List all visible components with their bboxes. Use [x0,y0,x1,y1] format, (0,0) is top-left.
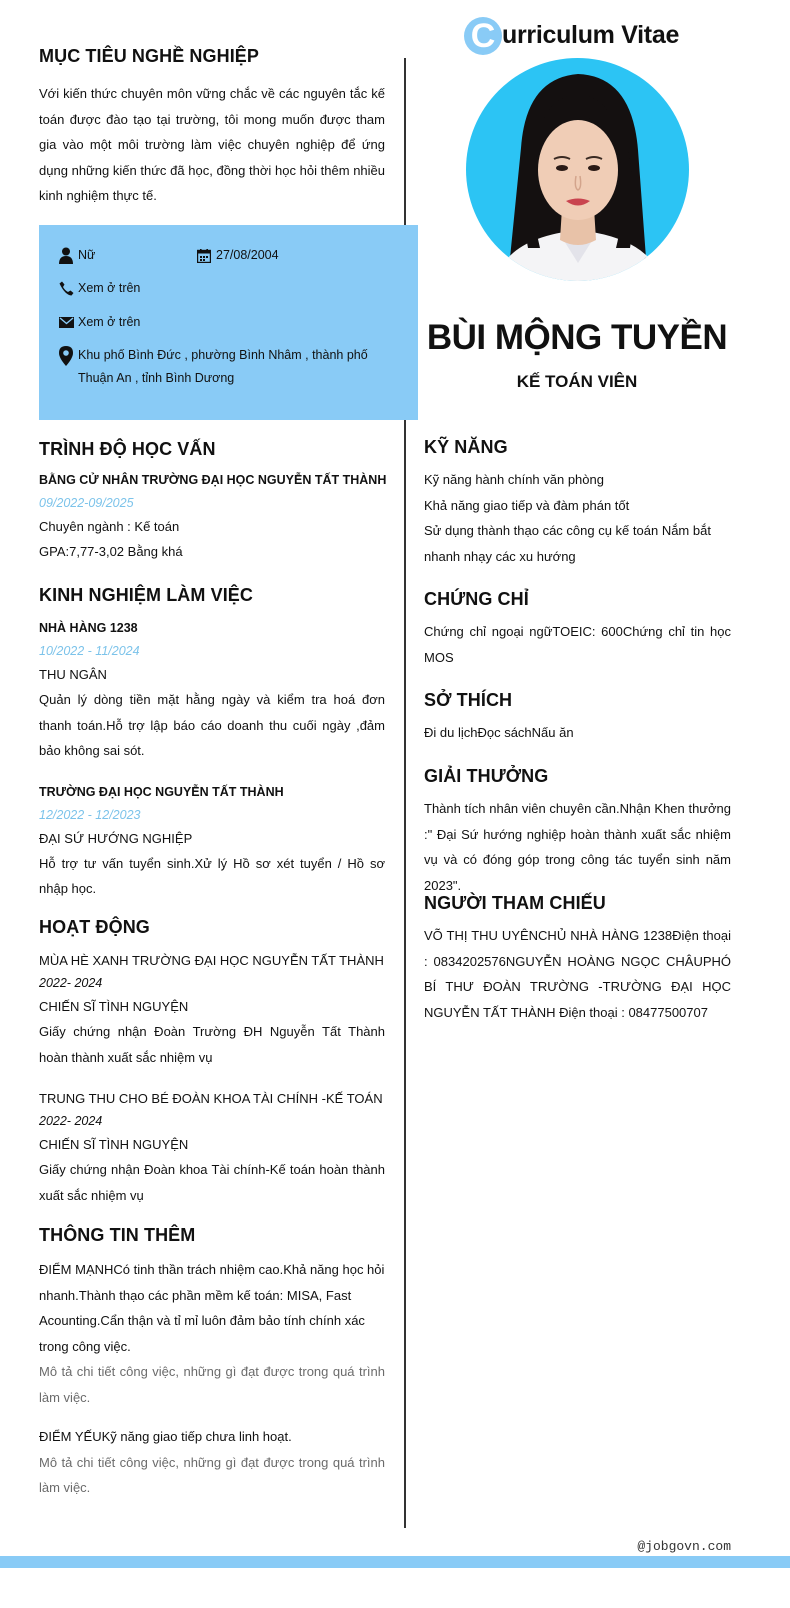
more-info-section [39,1225,385,1501]
skill-item: nhanh nhạy các xu hướng [424,548,576,564]
address-line-1: Khu phố Bình Đức , phường Bình Nhâm , thành phố [78,348,368,362]
strengths-text: ĐIỂM MẠNHCó tinh thần trách nhiệm cao.Khả năng học hỏi nhanh.Thành thạo các phần mềm kế toán: MISA, Fast Acounting.Cẩn thận và tỉ mỉ luôn đảm bảo tính chính xác trong công việc. [39,1262,385,1354]
education-gpa: GPA:7,77-3,02 Bằng khá [39,544,183,559]
more-info-heading: THÔNG TIN THÊM [39,1225,196,1245]
gender-value: Nữ [78,248,96,262]
experience-position: ĐẠI SỨ HƯỚNG NGHIỆP [39,830,193,846]
activity-date: 2022- 2024 [39,1114,103,1128]
logo-circle [464,17,502,55]
activity-role: CHIẾN SĨ TÌNH NGUYỆN [39,1137,189,1152]
email-value: Xem ở trên [78,315,141,329]
skills-section [424,437,731,569]
activity-name: MÙA HÈ XANH TRƯỜNG ĐẠI HỌC NGUYỄN TẤT THÀNH [39,953,384,968]
activities-heading: HOẠT ĐỘNG [39,917,150,937]
objective-text: Với kiến thức chuyên môn vững chắc về các nguyên tắc kế toán được đào tạo tại trường, tôi mong muốn được tham gia vào một môi trường làm việc chuyên nghiệp để ứng dụng những kiến thức đã học, đồng thời học hỏi thêm nhiều kinh nghiệm thực tế. [39,86,385,203]
candidate-name: BÙI MỘNG TUYỀN [426,318,728,357]
portrait-illustration [466,58,689,281]
activity-description: Giấy chứng nhận Đoàn Trường ĐH Nguyễn Tất Thành hoàn thành xuất sắc nhiệm vụ [39,1024,385,1065]
mail-icon [59,317,74,328]
skill-item: Khả năng giao tiếp và đàm phán tốt [424,497,630,513]
phone-value: Xem ở trên [78,281,141,295]
footer-bar [0,1556,790,1568]
experience-date: 12/2022 - 12/2023 [39,807,141,822]
dob-value: 27/08/2004 [216,248,279,262]
certificates-text: Chứng chỉ ngoại ngữTOEIC: 600Chứng chỉ tin học MOS [424,624,731,665]
profile-photo [466,58,689,281]
weaknesses-text: ĐIỂM YẾUKỹ năng giao tiếp chưa linh hoạt. [39,1429,292,1444]
awards-heading: GIẢI THƯỞNG [424,766,549,786]
contact-info-box [39,225,418,420]
references-heading: NGƯỜI THAM CHIẾU [424,893,606,913]
strengths-note: Mô tả chi tiết công việc, những gì đạt được trong quá trình làm việc. [39,1364,385,1405]
experience-description: Hỗ trợ tư vấn tuyển sinh.Xử lý Hồ sơ xét tuyển / Hồ sơ nhập học. [39,855,385,896]
objective-section [39,46,385,209]
education-date: 09/2022-09/2025 [39,496,134,510]
hobbies-heading: SỞ THÍCH [424,690,513,710]
cv-logo [464,17,704,57]
objective-heading: MỤC TIÊU NGHỀ NGHIỆP [39,46,260,66]
experience-heading: KINH NGHIỆM LÀM VIỆC [39,585,254,605]
certificates-heading: CHỨNG CHỈ [424,589,529,609]
logo-text: urriculum Vitae [502,21,680,49]
activity-date: 2022- 2024 [39,976,103,990]
references-section [424,893,731,1025]
skill-item: Kỹ năng hành chính văn phòng [424,472,604,487]
education-major: Chuyên ngành : Kế toán [39,519,180,534]
job-title: KẾ TOÁN VIÊN [516,372,638,391]
education-school: BẰNG CỬ NHÂN TRƯỜNG ĐẠI HỌC NGUYỄN TẤT THÀNH [39,473,387,487]
calendar-icon [197,249,211,263]
skills-heading: KỸ NĂNG [424,437,508,457]
experience-company: NHÀ HÀNG 1238 [39,621,138,635]
weaknesses-note: Mô tả chi tiết công việc, những gì đạt được trong quá trình làm việc. [39,1454,385,1495]
logo-letter: C [470,17,496,55]
phone-icon [59,281,74,296]
education-section [39,439,385,563]
skill-item: Sử dụng thành thạo các công cụ kế toán Nắm bắt [424,523,711,538]
certificates-section [424,589,731,670]
experience-item [39,617,385,764]
experience-description: Quản lý dòng tiền mặt hằng ngày và kiểm tra hoá đơn thanh toán.Hỗ trợ lập báo cáo doanh thu cuối ngày ,đảm bảo không sai sót. [39,692,385,758]
address-line-2: Thuận An , tỉnh Bình Dương [78,371,235,385]
references-text: VÕ THỊ THU UYÊNCHỦ NHÀ HÀNG 1238Điện thoại : 0834202576NGUYỄN HOÀNG NGỌC CHÂUPHÓ BÍ THƯ ĐOÀN TRƯỜNG -TRƯỜNG ĐẠI HỌC NGUYỄN TẤT THÀNH Điện thoại : 08477500707 [424,928,731,1020]
awards-text: Thành tích nhân viên chuyên cần.Nhận Khen thưởng :" Đại Sứ hướng nghiệp hoàn thành xuất sắc nhiệm vụ và có đóng góp trong công tác tuyển sinh năm 2023". [424,801,731,893]
activity-item [39,1087,385,1208]
activity-item [39,949,385,1070]
education-heading: TRÌNH ĐỘ HỌC VẤN [39,439,216,459]
experience-date: 10/2022 - 11/2024 [39,644,140,658]
activity-description: Giấy chứng nhận Đoàn khoa Tài chính-Kế toán hoàn thành xuất sắc nhiệm vụ [39,1162,385,1203]
activity-name: TRUNG THU CHO BÉ ĐOÀN KHOA TÀI CHÍNH -KẾ TOÁN [39,1091,383,1106]
experience-item [39,781,385,902]
experience-section [39,585,385,902]
awards-section [424,766,731,898]
hobbies-section [424,690,731,746]
experience-position: THU NGÂN [39,667,107,682]
activities-section [39,917,385,1208]
experience-company: TRƯỜNG ĐẠI HỌC NGUYỄN TẤT THÀNH [39,784,284,799]
activity-role: CHIẾN SĨ TÌNH NGUYỆN [39,999,189,1014]
person-icon [59,247,73,264]
footer-watermark: @jobgovn.com [637,1539,731,1554]
hobbies-text: Đi du lịchĐọc sáchNấu ăn [424,725,574,740]
location-pin-icon [59,346,73,366]
